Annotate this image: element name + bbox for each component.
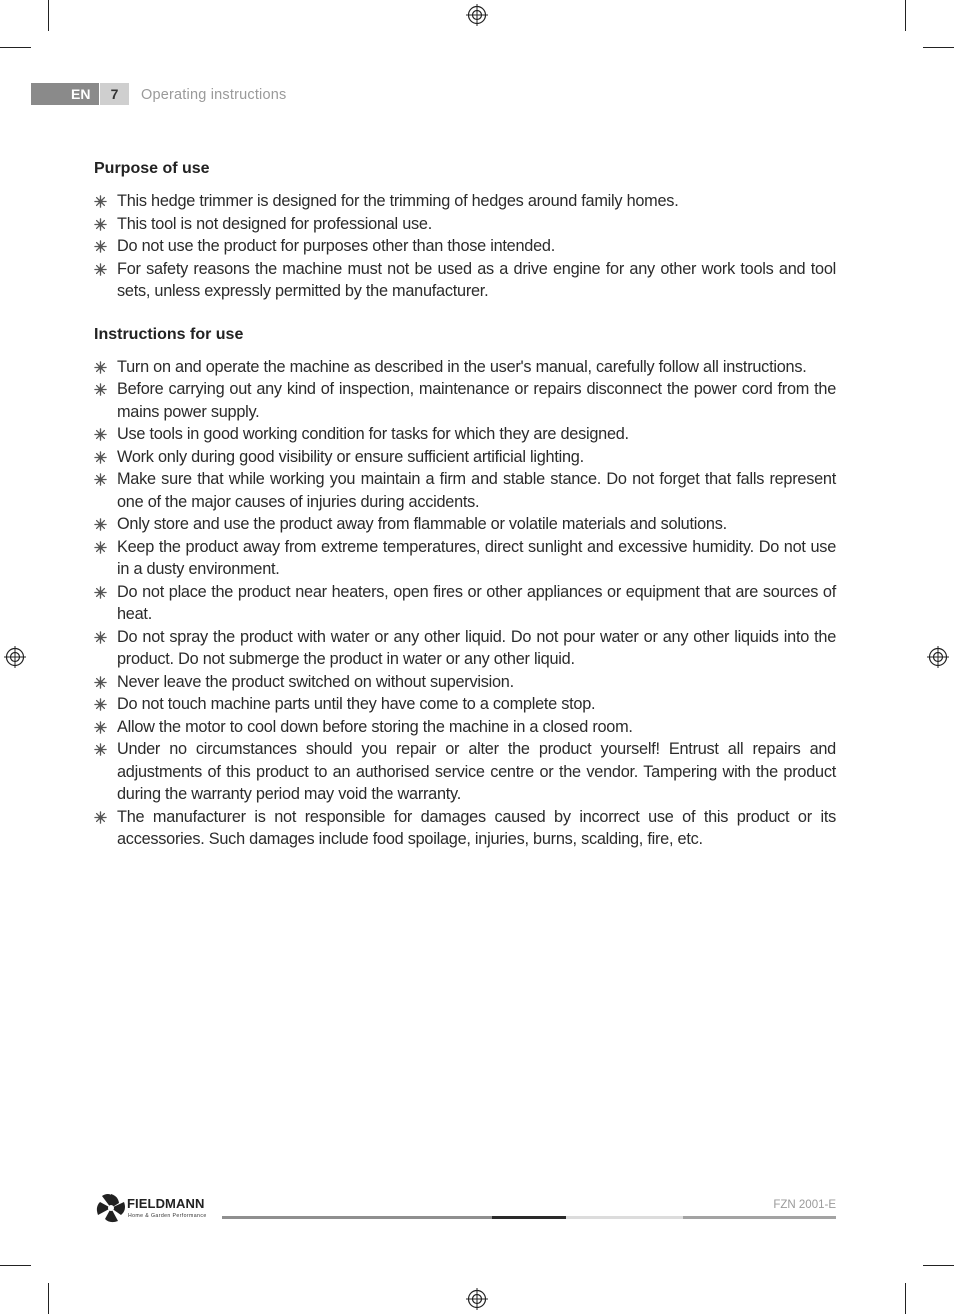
crop-mark xyxy=(0,1265,31,1266)
registration-mark-icon xyxy=(4,646,26,668)
crop-mark xyxy=(905,1283,906,1314)
list-item: Keep the product away from extreme temperatures, direct sunlight and excessive humidity. Do not use in a dusty environment. xyxy=(94,536,836,581)
list-item: Before carrying out any kind of inspection, maintenance or repairs disconnect the power cord from the mains power supply. xyxy=(94,378,836,423)
registration-mark-icon xyxy=(466,1288,488,1310)
list-item: Make sure that while working you maintain a firm and stable stance. Do not forget that falls represent one of the major causes of injuries during accidents. xyxy=(94,468,836,513)
list-item: Use tools in good working condition for tasks for which they are designed. xyxy=(94,423,836,446)
snowflake-bullet-icon xyxy=(94,721,107,734)
snowflake-bullet-icon xyxy=(94,240,107,253)
page-title: Operating instructions xyxy=(141,87,287,103)
snowflake-bullet-icon xyxy=(94,361,107,374)
footer-bar-segment xyxy=(492,1216,566,1219)
language-label: EN xyxy=(71,86,91,102)
crop-mark xyxy=(0,47,31,48)
list-item: This hedge trimmer is designed for the trimming of hedges around family homes. xyxy=(94,190,836,213)
page-number: 7 xyxy=(100,83,129,105)
fieldmann-fan-logo xyxy=(94,1193,128,1223)
list-item: Do not spray the product with water or any other liquid. Do not pour water or any other liquids into the product. Do not submerge the product in water or any other liquid. xyxy=(94,626,836,671)
registration-mark-icon xyxy=(927,646,949,668)
snowflake-bullet-icon xyxy=(94,631,107,644)
snowflake-bullet-icon xyxy=(94,743,107,756)
section-purpose xyxy=(94,158,836,303)
list-item: Allow the motor to cool down before storing the machine in a closed room. xyxy=(94,716,836,739)
crop-mark xyxy=(48,0,49,31)
snowflake-bullet-icon xyxy=(94,698,107,711)
crop-mark xyxy=(923,1265,954,1266)
section-heading: Purpose of use xyxy=(94,160,210,177)
list-item: Turn on and operate the machine as described in the user's manual, carefully follow all instructions. xyxy=(94,356,836,379)
crop-mark xyxy=(923,47,954,48)
snowflake-bullet-icon xyxy=(94,428,107,441)
list-item: Only store and use the product away from flammable or volatile materials and solutions. xyxy=(94,513,836,536)
snowflake-bullet-icon xyxy=(94,218,107,231)
footer-bar-segment xyxy=(566,1216,683,1219)
snowflake-bullet-icon xyxy=(94,518,107,531)
list-item: Do not touch machine parts until they have come to a complete stop. xyxy=(94,693,836,716)
registration-mark-icon xyxy=(466,4,488,26)
footer-bar-segment xyxy=(222,1216,492,1219)
snowflake-bullet-icon xyxy=(94,541,107,554)
section-heading: Instructions for use xyxy=(94,325,244,343)
list-item: The manufacturer is not responsible for damages caused by incorrect use of this product or its accessories. Such damages include food spoilage, injuries, burns, scalding, fire, etc. xyxy=(94,806,836,851)
brand-tagline: Home & Garden Performance xyxy=(128,1213,207,1219)
list-item: Under no circumstances should you repair or alter the product yourself! Entrust all repairs and adjustments of this product to an authorised service centre or the vendor. Tampering with the product during the warranty period may void the warranty. xyxy=(94,738,836,806)
bullet-list xyxy=(94,190,836,303)
snowflake-bullet-icon xyxy=(94,473,107,486)
snowflake-bullet-icon xyxy=(94,383,107,396)
snowflake-bullet-icon xyxy=(94,676,107,689)
list-item: For safety reasons the machine must not be used as a drive engine for any other work tools and tool sets, unless expressly permitted by the manufacturer. xyxy=(94,258,836,303)
snowflake-bullet-icon xyxy=(94,263,107,276)
list-item: This tool is not designed for professional use. xyxy=(94,213,836,236)
list-item: Never leave the product switched on without supervision. xyxy=(94,671,836,694)
model-number: FZN 2001-E xyxy=(773,1199,836,1211)
list-item: Do not use the product for purposes other than those intended. xyxy=(94,235,836,258)
brand-name: FIELDMANN xyxy=(127,1196,205,1211)
crop-mark xyxy=(48,1283,49,1314)
footer-bar-segment xyxy=(683,1216,836,1219)
document-body xyxy=(94,158,836,851)
list-item: Work only during good visibility or ensure sufficient artificial lighting. xyxy=(94,446,836,469)
snowflake-bullet-icon xyxy=(94,195,107,208)
section-instructions xyxy=(94,324,836,851)
snowflake-bullet-icon xyxy=(94,586,107,599)
snowflake-bullet-icon xyxy=(94,451,107,464)
snowflake-bullet-icon xyxy=(94,811,107,824)
list-item: Do not place the product near heaters, open fires or other appliances or equipment that are sources of heat. xyxy=(94,581,836,626)
bullet-list xyxy=(94,356,836,851)
crop-mark xyxy=(905,0,906,31)
